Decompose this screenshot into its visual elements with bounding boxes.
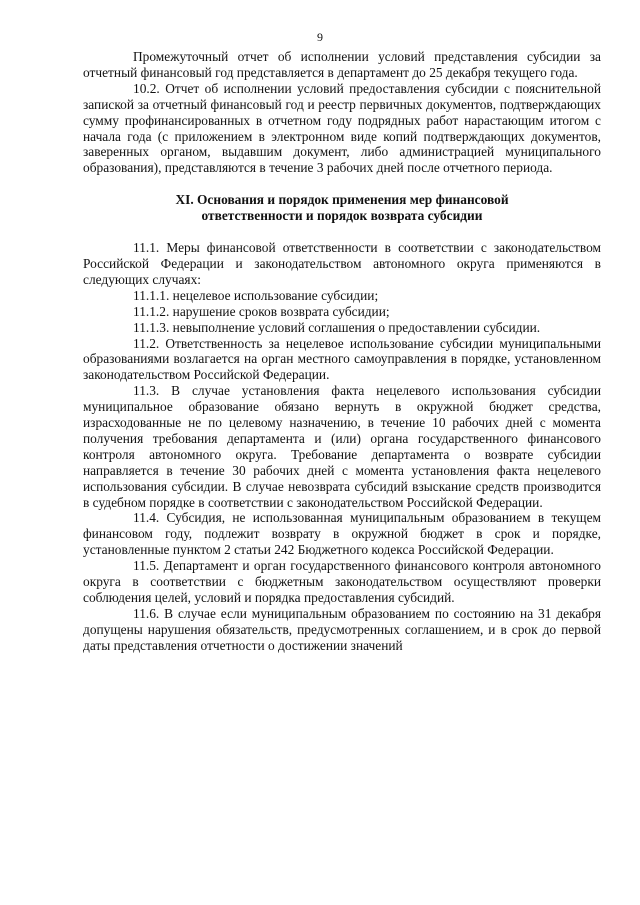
- section-heading-line-1: XI. Основания и порядок применения мер финансовой: [175, 192, 509, 208]
- document-body: [83, 49, 601, 654]
- paragraph-interim-report: Промежуточный отчет об исполнении условий представления субсидии за отчетный финансовый год представляется в департамент до 25 декабря текущего года.: [83, 49, 601, 80]
- paragraph-11-5: 11.5. Департамент и орган государственного финансового контроля автономного округа в соответствии с бюджетным законодательством осуществляют проверки соблюдения целей, условий и порядка предоставления субсидий.: [83, 558, 601, 605]
- paragraph-11-1-2: 11.1.2. нарушение сроков возврата субсидии;: [133, 303, 390, 319]
- paragraph-11-1-3: 11.1.3. невыполнение условий соглашения о предоставлении субсидии.: [133, 319, 541, 335]
- paragraph-11-3: 11.3. В случае установления факта нецелевого использования субсидии муниципальное образование обязано вернуть в окружной бюджет средства, израсходованные не по целевому назначению, в течение 10 рабочих дней с момента получения требования департамента и (или) органа государственного финансового контроля автономного округа. Требование департамента о возврате субсидии направляется в течение 30 рабочих дней с момента установления факта нецелевого использования субсидии. В случае невозврата субсидий взыскание средств производится в судебном порядке в соответствии с законодательством Российской Федерации.: [83, 383, 601, 510]
- page-number: 9: [317, 30, 323, 44]
- paragraph-11-1-1: 11.1.1. нецелевое использование субсидии;: [133, 287, 379, 303]
- paragraph-11-2: 11.2. Ответственность за нецелевое использование субсидии муниципальными образованиями возлагается на орган местного самоуправления в порядке, установленном законодательством Российской Федерации.: [83, 335, 601, 383]
- paragraph-11-1: 11.1. Меры финансовой ответственности в соответствии с законодательством Российской Федерации и законодательством автономного округа применяются в следующих случаях:: [83, 240, 601, 287]
- paragraph-11-6: 11.6. В случае если муниципальным образованием по состоянию на 31 декабря допущены нарушения обязательств, предусмотренных соглашением, и в срок до первой даты представления отчетности о достижении значений: [83, 605, 601, 653]
- paragraph-11-4: 11.4. Субсидия, не использованная муниципальным образованием в текущем финансовом году, подлежит возврату в окружной бюджет в срок и порядке, установленные пунктом 2 статьи 242 Бюджетного кодекса Российской Федерации.: [83, 510, 601, 558]
- section-heading-line-2: ответственности и порядок возврата субсидии: [201, 208, 483, 224]
- paragraph-10-2: 10.2. Отчет об исполнении условий предоставления субсидии с пояснительной запиской за отчетный финансовый год и реестр первичных документов, подтверждающих сумму профинансированных в отчетном году подрядных работ нарастающим итогом с начала года (с приложением в электронном виде копий подтверждающих документов, заверенных органом, выдавшим документ, либо администрацией муниципального образования), представляются в течение 3 рабочих дней после отчетного периода.: [83, 80, 601, 176]
- section-heading-xi: [83, 192, 601, 224]
